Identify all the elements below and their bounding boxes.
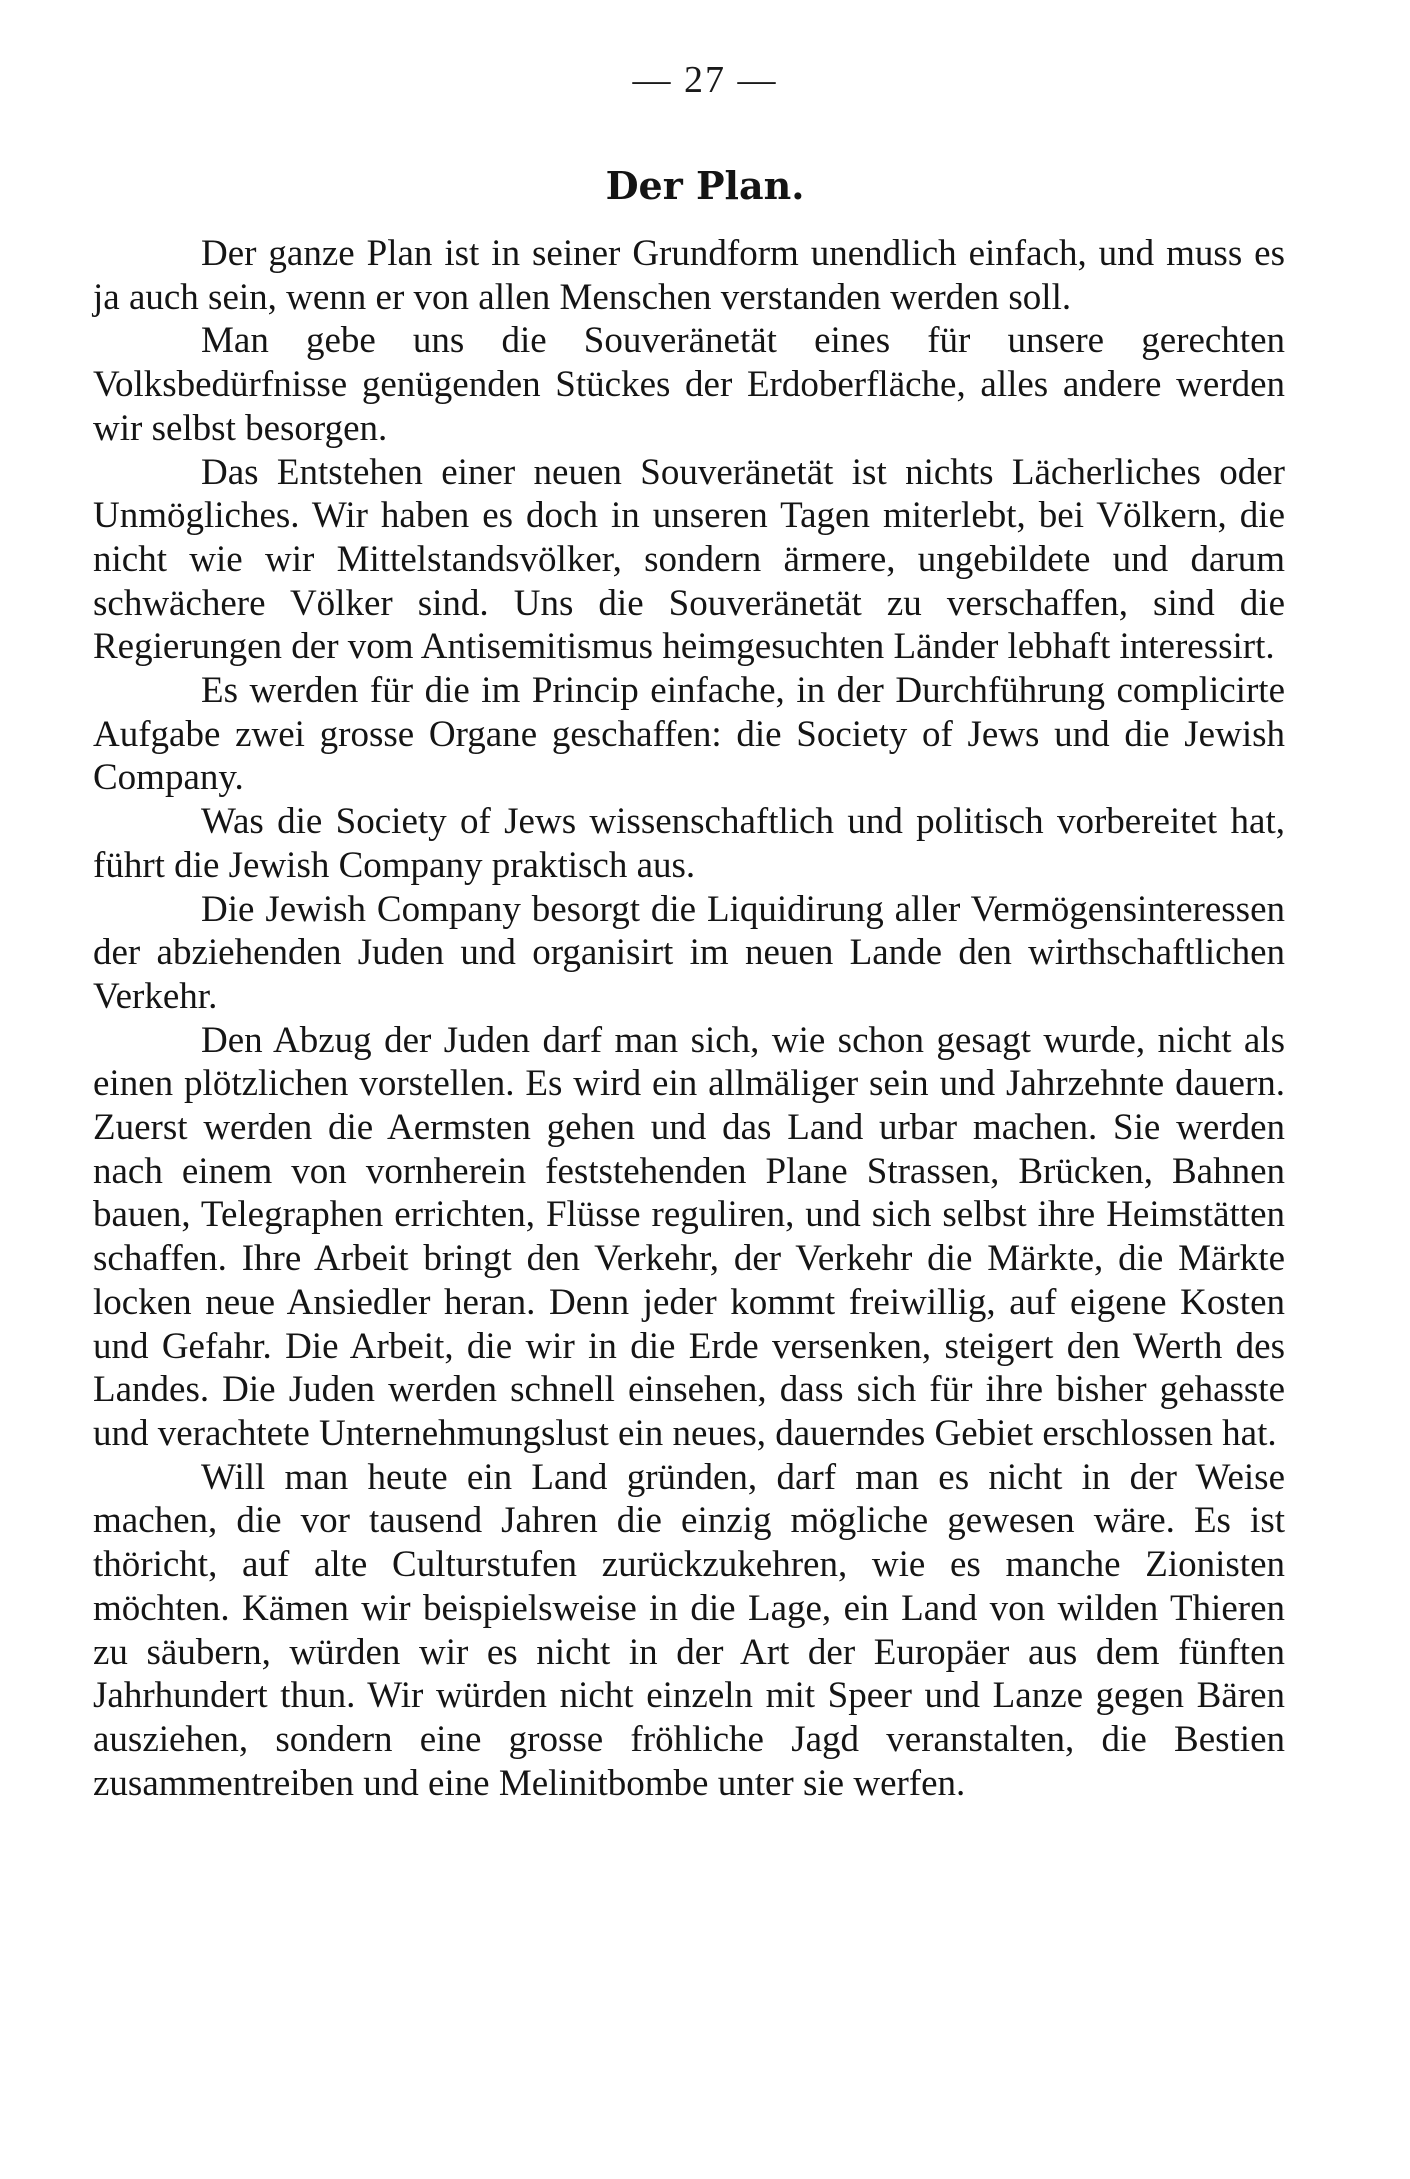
paragraph-8: Will man heute ein Land gründen, darf man es nicht in der Weise machen, die vor tausend Jahren die einzig mögliche gewesen wäre. Es ist thöricht, auf alte Culturstufen zurückzukehren, wie es manche Zionisten möchten. Kämen wir beispielsweise in die Lage, ein Land von wilden Thieren zu säubern, würden wir es nicht in der Art der Europäer aus dem fünften Jahrhundert thun. Wir würden nicht einzeln mit Speer und Lanze gegen Bären ausziehen, sondern eine grosse fröhliche Jagd veranstalten, die Bestien zusammentreiben und eine Melinitbombe unter sie werfen. (93, 1456, 1285, 1804)
paragraph-5: Was die Society of Jews wissenschaftlich und politisch vorbereitet hat, führt die Jewish Company praktisch aus. (93, 801, 1285, 886)
page-number: — 27 — (632, 59, 778, 101)
paragraph-4: Es werden für die im Princip einfache, in der Durchführung complicirte Aufgabe zwei grosse Organe geschaffen: die Society of Jews und die Jewish Company. (93, 670, 1285, 799)
chapter-title: Der Plan. (605, 163, 805, 208)
paragraph-3: Das Entstehen einer neuen Souveränetät ist nichts Lächerliches oder Unmögliches. Wir haben es doch in unseren Tagen miterlebt, bei Völkern, die nicht wie wir Mittelstandsvölker, sondern ärmere, ungebildete und darum schwächere Völker sind. Uns die Souveränetät zu verschaffen, sind die Regierungen der vom Antisemitismus heimgesuchten Länder lebhaft interessirt. (93, 451, 1285, 668)
paragraph-1: Der ganze Plan ist in seiner Grundform unendlich einfach, und muss es ja auch sein, wenn er von allen Menschen verstanden werden soll. (93, 233, 1285, 318)
paragraph-6: Die Jewish Company besorgt die Liquidirung aller Vermögensinteressen der abziehenden Juden und organisirt im neuen Lande den wirthschaftlichen Verkehr. (93, 888, 1285, 1017)
paragraph-7: Den Abzug der Juden darf man sich, wie schon gesagt wurde, nicht als einen plötzlichen vorstellen. Es wird ein allmäliger sein und Jahrzehnte dauern. Zuerst werden die Aermsten gehen und das Land urbar machen. Sie werden nach einem von vornherein feststehenden Plane Strassen, Brücken, Bahnen bauen, Telegraphen errichten, Flüsse reguliren, und sich selbst ihre Heimstätten schaffen. Ihre Arbeit bringt den Verkehr, der Verkehr die Märkte, die Märkte locken neue Ansiedler heran. Denn jeder kommt freiwillig, auf eigene Kosten und Gefahr. Die Arbeit, die wir in die Erde versenken, steigert den Werth des Landes. Die Juden werden schnell einsehen, dass sich für ihre bisher gehasste und verachtete Unternehmungslust ein neues, dauerndes Gebiet erschlossen hat. (93, 1019, 1285, 1454)
paragraph-2: Man gebe uns die Souveränetät eines für unsere gerechten Volksbedürfnisse genügenden Stückes der Erdoberfläche, alles andere werden wir selbst besorgen. (93, 320, 1285, 449)
text-body (93, 232, 1285, 1805)
